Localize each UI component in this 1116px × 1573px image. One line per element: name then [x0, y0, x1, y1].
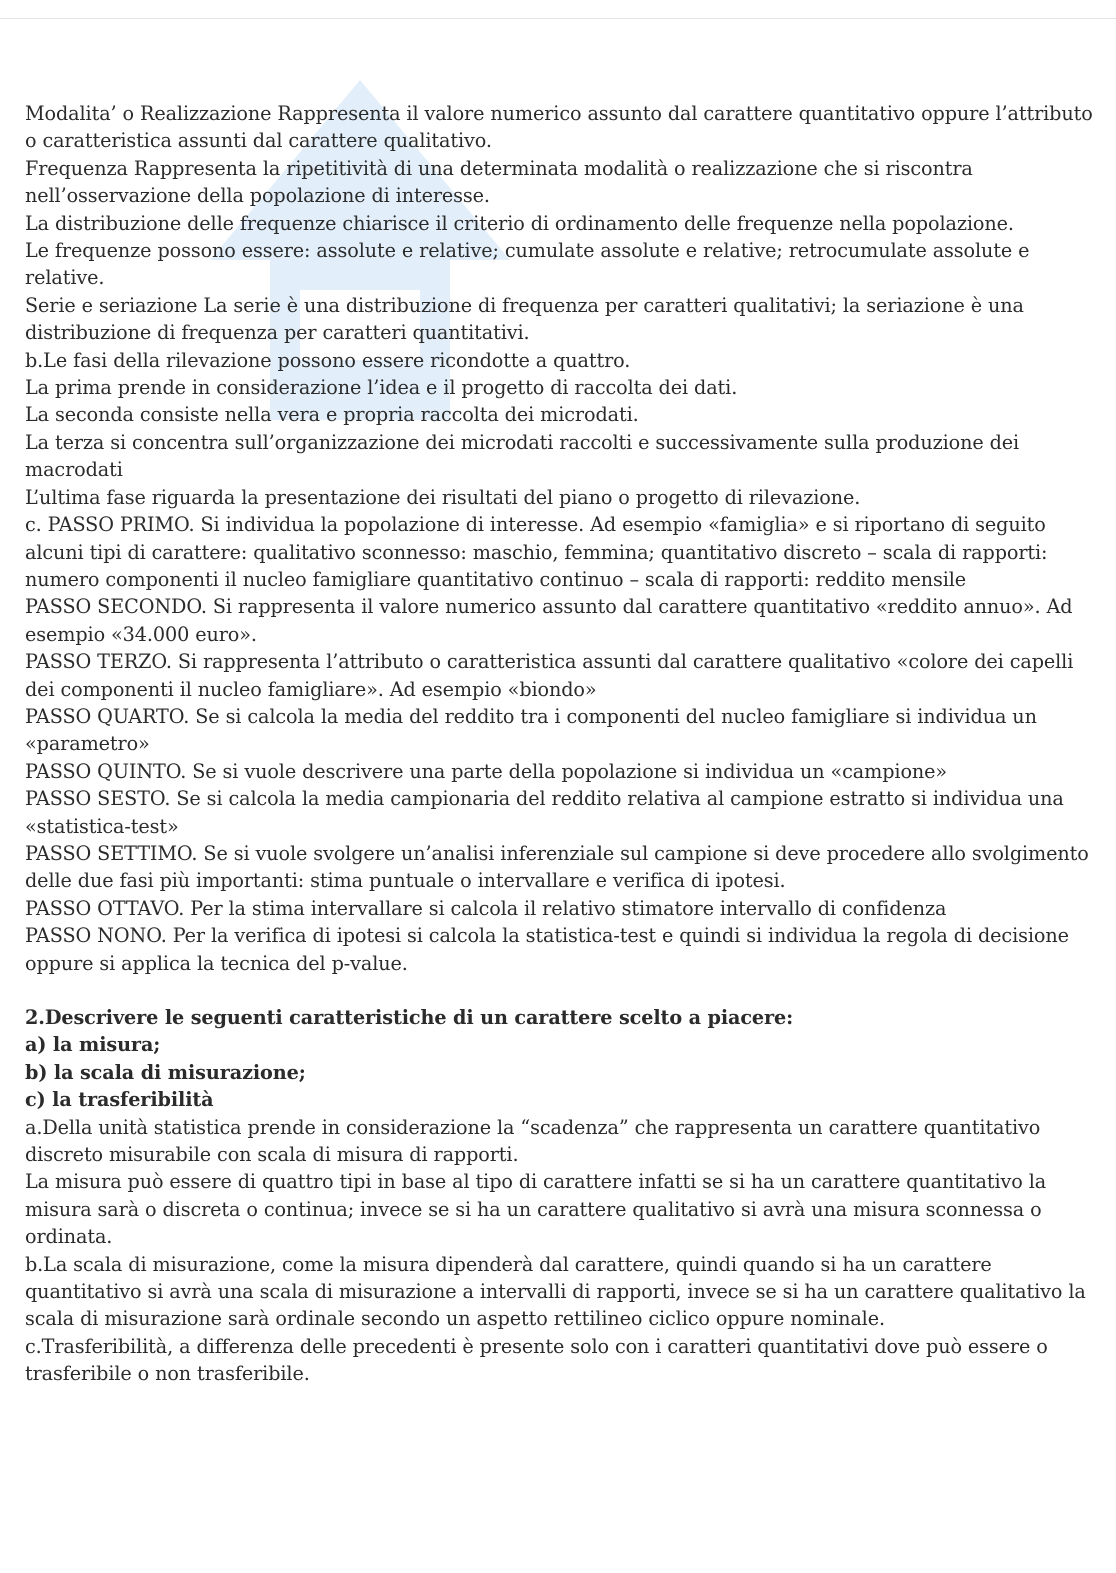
answer-a: a.Della unità statistica prende in considerazione la “scadenza” che rappresenta un carattere quantitativo discreto misurabile con scala di misura di rapporti. [25, 1115, 1041, 1167]
paragraph-ultima-fase: L’ultima fase riguarda la presentazione dei risultati del piano o progetto di rilevazione. [25, 485, 861, 509]
document-body [25, 100, 1100, 1388]
paragraph-passo-primo: c. PASSO PRIMO. Si individua la popolazione di interesse. Ad esempio «famiglia» e si riportano di seguito alcuni tipi di carattere: qualitativo sconnesso: maschio, femmina; quantitativo discreto – scala di rapporti: numero componenti il nucleo famigliare quantitativo continuo – scala di rapporti: reddito mensile [25, 513, 1048, 591]
question-item-misura: a) la misura; [25, 1033, 161, 1057]
answer-b: b.La scala di misurazione, come la misura dipenderà dal carattere, quindi quando si ha un carattere quantitativo si avrà una scala di misurazione a intervalli di rapporti, invece se si ha un carattere qualitativo la scala di misurazione sarà ordinale secondo un aspetto rettilineo ciclico oppure nominale. [25, 1252, 1086, 1331]
answer-c: c.Trasferibilità, a differenza delle precedenti è presente solo con i caratteri quantitativi dove può essere o trasferibile o non trasferibile. [25, 1334, 1048, 1386]
paragraph-distribuzione: La distribuzione delle frequenze chiarisce il criterio di ordinamento delle frequenze nella popolazione. [25, 211, 1014, 235]
paragraph-passo-secondo: PASSO SECONDO. Si rappresenta il valore numerico assunto dal carattere quantitativo «reddito annuo». Ad esempio «34.000 euro». [25, 595, 1073, 646]
section-spacer [25, 977, 1100, 1004]
paragraph-fasi-rilevazione: b.Le fasi della rilevazione possono essere ricondotte a quattro. [25, 348, 631, 372]
question-item-trasferibilita: c) la trasferibilità [25, 1088, 214, 1112]
paragraph-serie-seriazione: Serie e seriazione La serie è una distribuzione di frequenza per caratteri qualitativi; la seriazione è una distribuzione di frequenza per caratteri quantitativi. [25, 293, 1024, 345]
question-item-scala: b) la scala di misurazione; [25, 1060, 306, 1084]
paragraph-passo-nono: PASSO NONO. Per la verifica di ipotesi si calcola la statistica-test e quindi si individua la regola di decisione oppure si applica la tecnica del p-value. [25, 924, 1069, 975]
paragraph-passo-sesto: PASSO SESTO. Se si calcola la media campionaria del reddito relativa al campione estratto si individua una «statistica-test» [25, 787, 1064, 838]
paragraph-passo-terzo: PASSO TERZO. Si rappresenta l’attributo o caratteristica assunti dal carattere qualitativo «colore dei capelli dei componenti il nucleo famigliare». Ad esempio «biondo» [25, 650, 1074, 701]
answer-misura-tipi: La misura può essere di quattro tipi in base al tipo di carattere infatti se si ha un carattere quantitativo la misura sarà o discreta o continua; invece se si ha un carattere qualitativo si avrà una misura sconnessa o ordinata. [25, 1170, 1047, 1249]
top-divider [0, 18, 1116, 19]
paragraph-passo-quarto: PASSO QUARTO. Se si calcola la media del reddito tra i componenti del nucleo famigliare si individua un «parametro» [25, 704, 1037, 756]
paragraph-passo-ottavo: PASSO OTTAVO. Per la stima intervallare si calcola il relativo stimatore intervallo di confidenza [25, 896, 947, 920]
paragraph-modalita: Modalita’ o Realizzazione Rappresenta il valore numerico assunto dal carattere quantitativo oppure l’attributo o caratteristica assunti dal carattere qualitativo. [25, 102, 1093, 153]
paragraph-frequenza: Frequenza Rappresenta la ripetitività di una determinata modalità o realizzazione che si riscontra nell’osservazione della popolazione di interesse. [25, 156, 973, 208]
paragraph-prima-fase: La prima prende in considerazione l’idea e il progetto di raccolta dei dati. [25, 376, 738, 400]
paragraph-seconda-fase: La seconda consiste nella vera e propria raccolta dei microdati. [25, 403, 639, 427]
paragraph-terza-fase: La terza si concentra sull’organizzazione dei microdati raccolti e successivamente sulla produzione dei macrodati [25, 430, 1020, 482]
paragraph-passo-settimo: PASSO SETTIMO. Se si vuole svolgere un’analisi inferenziale sul campione si deve procedere allo svolgimento delle due fasi più importanti: stima puntuale o intervallare e verifica di ipotesi. [25, 841, 1089, 893]
paragraph-passo-quinto: PASSO QUINTO. Se si vuole descrivere una parte della popolazione si individua un «campione» [25, 759, 948, 783]
paragraph-tipi-frequenze: Le frequenze possono essere: assolute e relative; cumulate assolute e relative; retrocumulate assolute e relative. [25, 239, 1030, 290]
question-title: 2.Descrivere le seguenti caratteristiche di un carattere scelto a piacere: [25, 1006, 794, 1029]
